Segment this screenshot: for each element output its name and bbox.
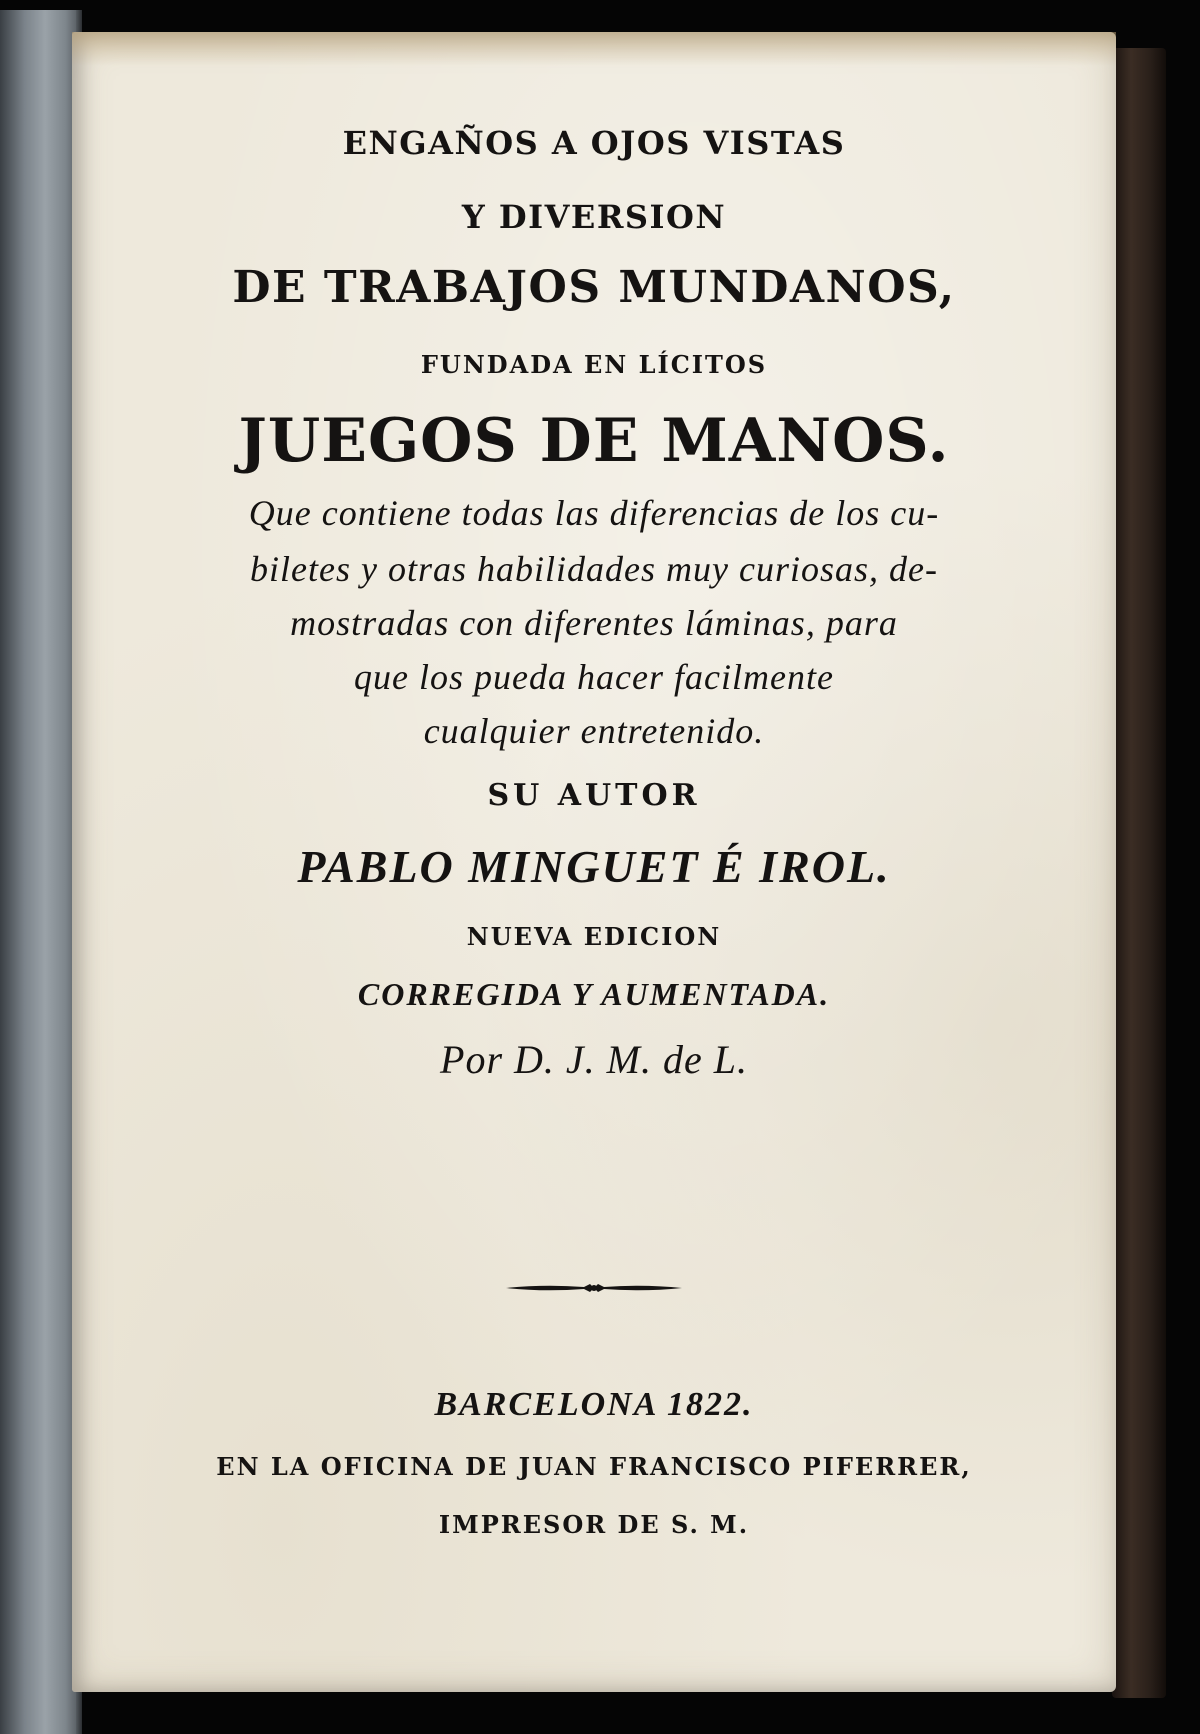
printer-title: IMPRESOR DE S. M. — [438, 1510, 750, 1539]
description-line: que los pueda hacer facilmente — [354, 657, 834, 697]
ornament-rule-icon — [72, 1280, 1116, 1300]
edition: NUEVA EDICION — [466, 922, 722, 951]
title-line-2: Y DIVERSION — [461, 198, 727, 236]
author-name: PABLO MINGUET É IROL. — [297, 841, 891, 892]
left-book-cover — [0, 10, 82, 1734]
printer: EN LA OFICINA DE JUAN FRANCISCO PIFERRER, — [216, 1452, 972, 1481]
title-line-4: FUNDADA EN LÍCITOS — [420, 350, 768, 379]
description-line: Que contiene todas las diferencias de los cu- — [248, 493, 940, 533]
place-year: BARCELONA 1822. — [434, 1386, 754, 1423]
title-line-3: DE TRABAJOS MUNDANOS, — [232, 262, 956, 313]
description-line: mostradas con diferentes láminas, para — [290, 603, 898, 643]
title-line-1: ENGAÑOS A OJOS VISTAS — [342, 124, 846, 162]
author-label: SU AUTOR — [487, 778, 701, 813]
description-line: cualquier entretenido. — [423, 711, 765, 751]
main-title: JUEGOS DE MANOS. — [238, 406, 950, 476]
editor-byline: Por D. J. M. de L. — [440, 1037, 748, 1082]
edition-note: CORREGIDA Y AUMENTADA. — [357, 976, 831, 1012]
right-book-cover — [1112, 48, 1166, 1698]
description-line: biletes y otras habilidades muy curiosas, de- — [250, 549, 938, 589]
